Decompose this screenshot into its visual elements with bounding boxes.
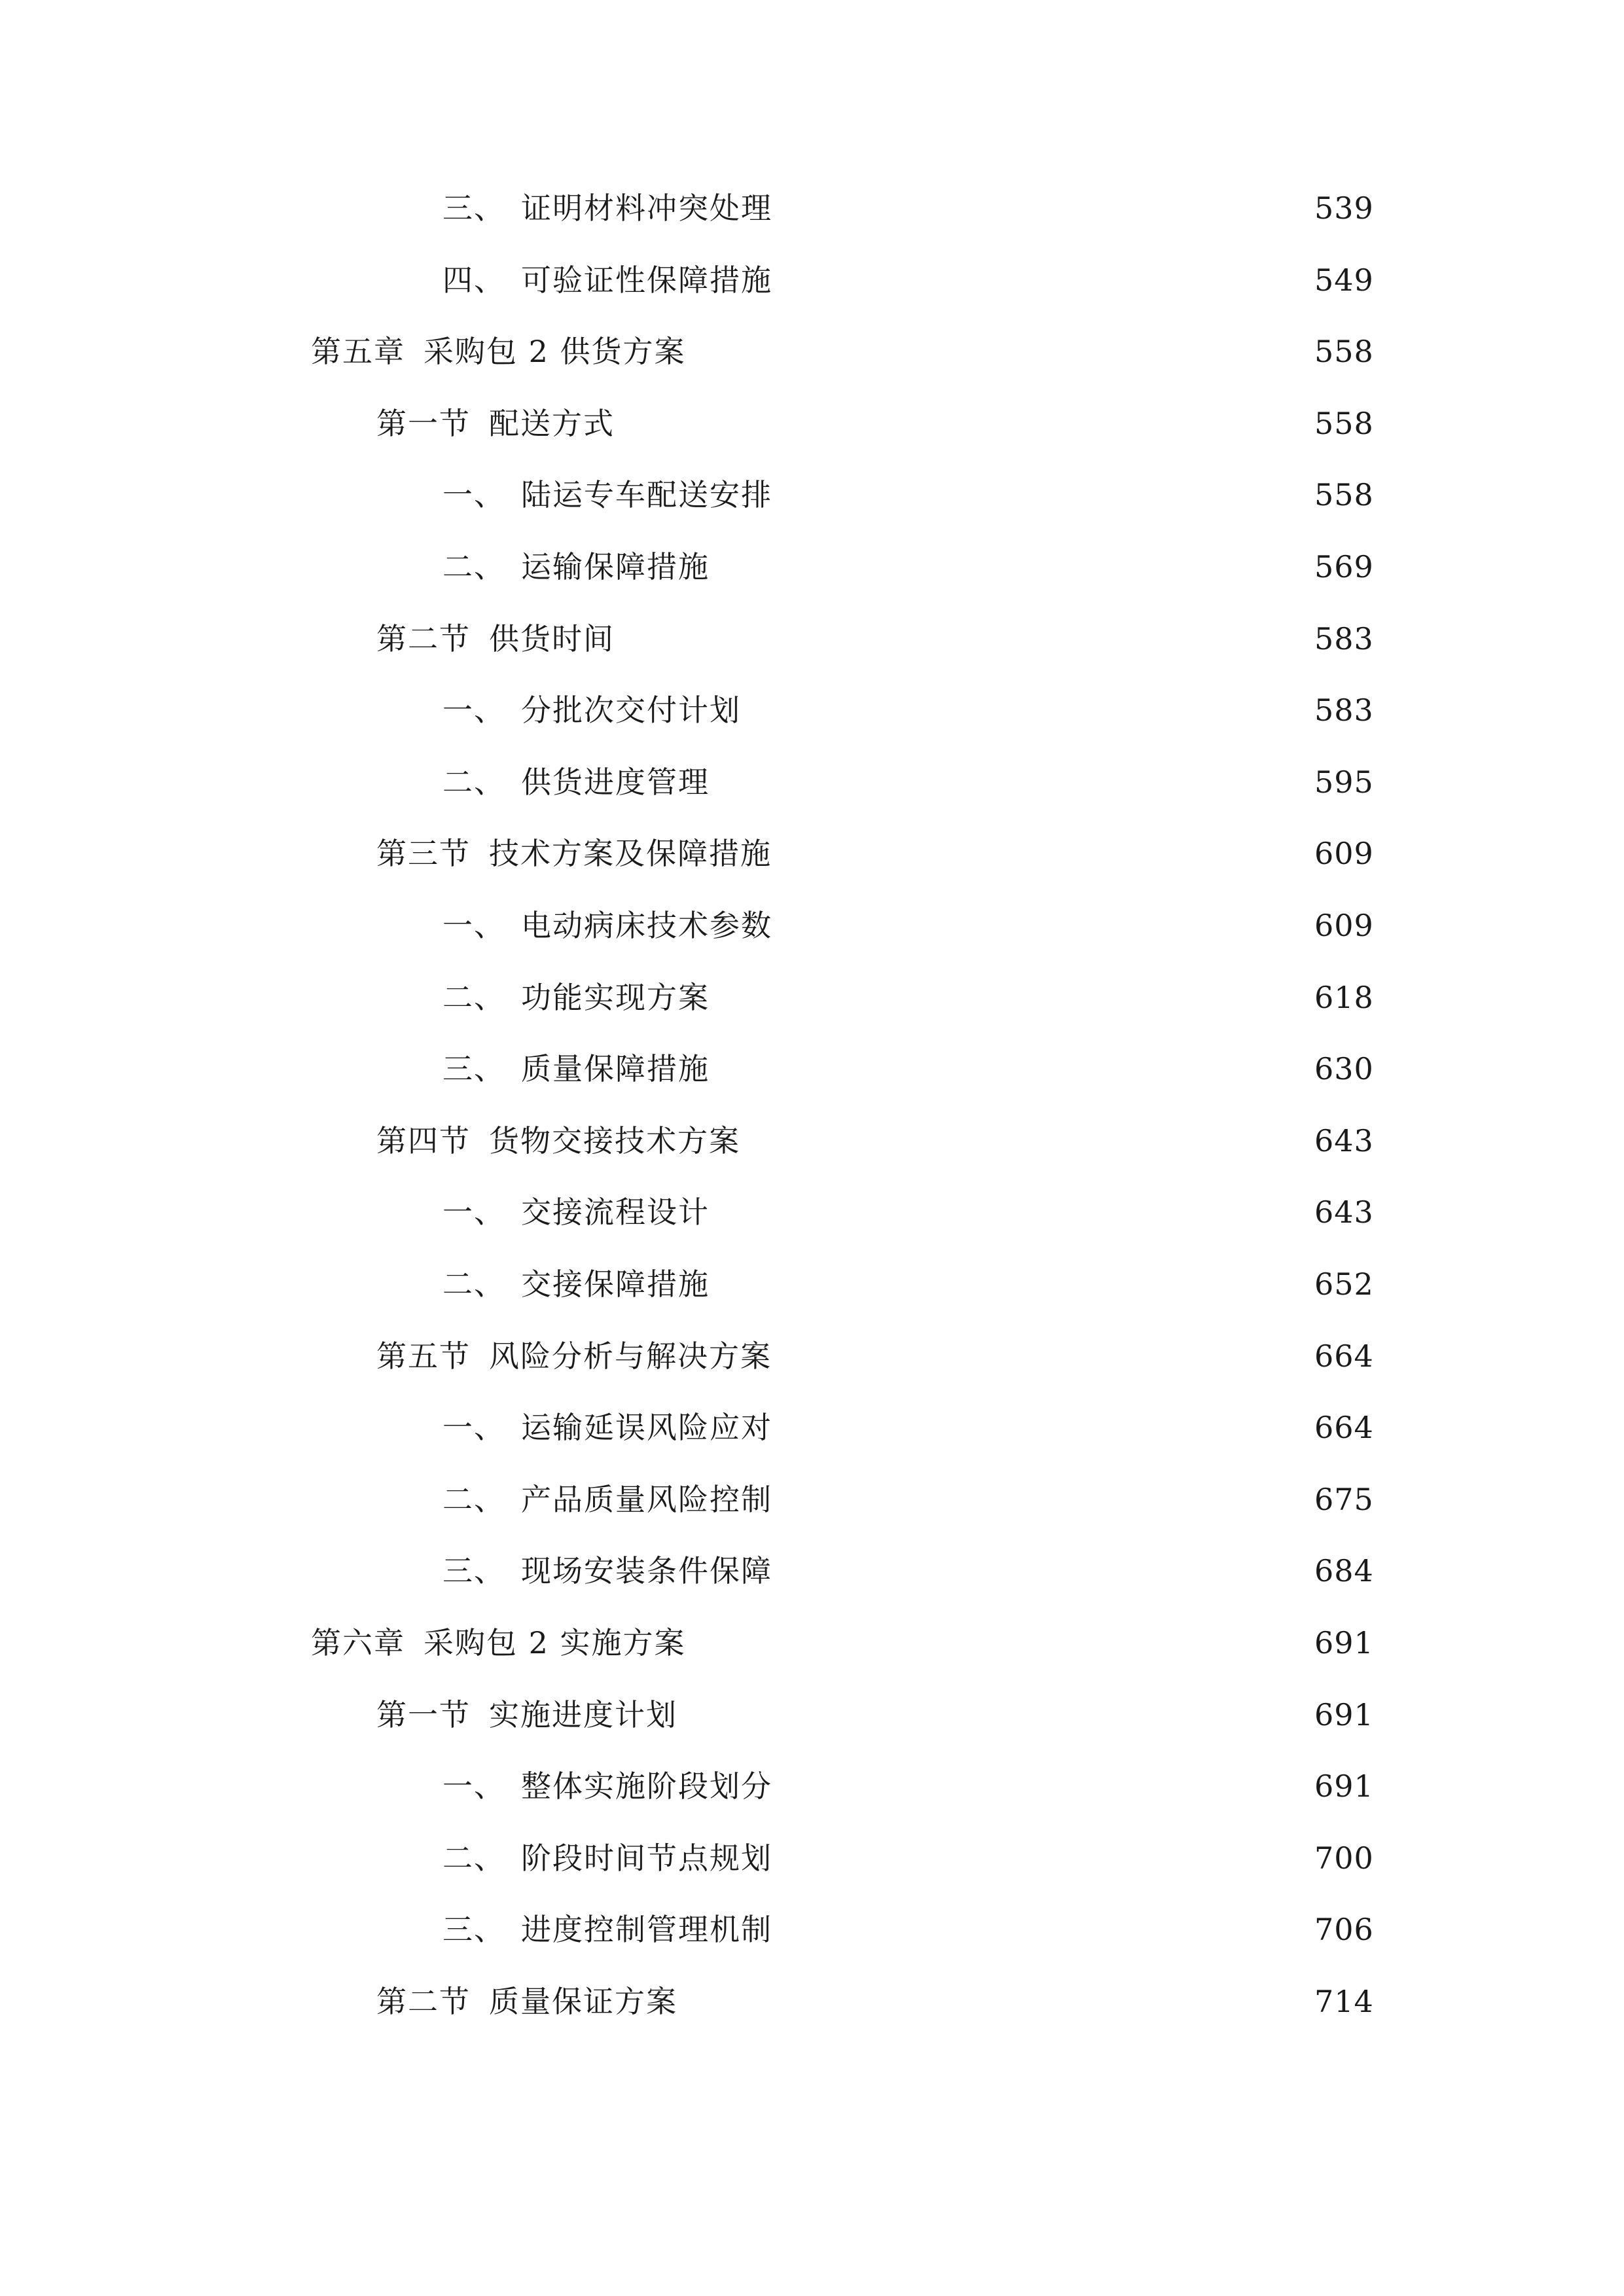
toc-entry-page-number: 609 [1314, 836, 1374, 872]
toc-entry[interactable] [0, 257, 1624, 303]
toc-entry-title: 采购包 2 实施方案 [424, 1625, 686, 1660]
toc-entry-title: 风险分析与解决方案 [489, 1338, 772, 1374]
toc-entry[interactable] [0, 759, 1624, 805]
toc-entry-page-number: 652 [1314, 1266, 1374, 1302]
toc-entry-title: 交接流程设计 [521, 1194, 710, 1230]
toc-entry-number: 一、 [442, 1194, 505, 1230]
toc-entry-title: 产品质量风险控制 [521, 1481, 772, 1517]
toc-entry-title: 配送方式 [489, 405, 615, 441]
toc-entry[interactable] [0, 401, 1624, 446]
toc-entry[interactable] [0, 903, 1624, 948]
toc-entry-number: 第一节 [376, 1696, 471, 1732]
toc-entry-page-number: 691 [1314, 1696, 1374, 1732]
dot-leader [716, 544, 1303, 590]
dot-leader [716, 759, 1303, 805]
toc-entry-number: 第二节 [376, 620, 471, 656]
dot-leader [748, 687, 1303, 733]
toc-entry[interactable] [0, 185, 1624, 231]
toc-entry-page-number: 706 [1314, 1912, 1374, 1948]
toc-entry[interactable] [0, 1548, 1624, 1594]
toc-entry-page-number: 618 [1314, 979, 1374, 1015]
dot-leader [779, 472, 1303, 518]
toc-entry-title: 供货时间 [489, 620, 615, 656]
toc-entry[interactable] [0, 616, 1624, 662]
toc-entry[interactable] [0, 472, 1624, 518]
toc-entry-title: 运输保障措施 [521, 549, 710, 584]
dot-leader [779, 903, 1303, 948]
dot-leader [684, 1979, 1303, 2024]
toc-entry-number: 二、 [442, 764, 505, 800]
dot-leader [778, 831, 1303, 876]
toc-entry-number: 一、 [442, 477, 505, 513]
dot-leader [716, 1189, 1303, 1235]
dot-leader [779, 1548, 1303, 1594]
toc-entry-title: 陆运专车配送安排 [521, 477, 772, 513]
toc-entry-number: 三、 [442, 1051, 505, 1087]
toc-entry[interactable] [0, 1692, 1624, 1738]
toc-entry-number: 一、 [442, 692, 505, 728]
toc-entry-number: 第五节 [376, 1338, 471, 1374]
toc-entry-title: 可验证性保障措施 [521, 262, 772, 298]
toc-entry-title: 采购包 2 供货方案 [424, 334, 686, 370]
toc-entry-number: 第六章 [311, 1625, 405, 1660]
toc-entry-page-number: 664 [1314, 1338, 1374, 1374]
toc-entry-page-number: 558 [1314, 405, 1374, 441]
dot-leader [779, 1835, 1303, 1881]
toc-entry-page-number: 583 [1314, 620, 1374, 656]
toc-entry-page-number: 558 [1314, 334, 1374, 370]
dot-leader [779, 1477, 1303, 1522]
toc-entry[interactable] [0, 1189, 1624, 1235]
toc-entry-page-number: 684 [1314, 1553, 1374, 1589]
toc-entry-page-number: 539 [1314, 190, 1374, 226]
dot-leader [779, 257, 1303, 303]
toc-entry-title: 供货进度管理 [521, 764, 710, 800]
dot-leader [778, 1333, 1303, 1379]
toc-entry-number: 二、 [442, 1481, 505, 1517]
dot-leader [779, 185, 1303, 231]
dot-leader [779, 1907, 1303, 1952]
toc-entry-number: 二、 [442, 1266, 505, 1302]
toc-entry[interactable] [0, 687, 1624, 733]
toc-entry-title: 进度控制管理机制 [521, 1912, 772, 1948]
toc-entry[interactable] [0, 1405, 1624, 1450]
toc-entry-number: 二、 [442, 549, 505, 584]
toc-entry-page-number: 595 [1314, 764, 1374, 800]
toc-entry-page-number: 691 [1314, 1768, 1374, 1804]
toc-entry-page-number: 583 [1314, 692, 1374, 728]
toc-entry-number: 第一节 [376, 405, 471, 441]
toc-entry-page-number: 549 [1314, 262, 1374, 298]
dot-leader [779, 1763, 1303, 1809]
dot-leader [693, 1620, 1303, 1666]
toc-entry-number: 第二节 [376, 1984, 471, 2019]
toc-entry-title: 整体实施阶段划分 [521, 1768, 772, 1804]
toc-entry[interactable] [0, 1477, 1624, 1522]
toc-entry-page-number: 609 [1314, 908, 1374, 943]
toc-entry-title: 货物交接技术方案 [489, 1122, 740, 1158]
toc-entry-number: 三、 [442, 190, 505, 226]
toc-entry-page-number: 643 [1314, 1122, 1374, 1158]
toc-entry-title: 阶段时间节点规划 [521, 1840, 772, 1876]
toc-entry[interactable] [0, 1620, 1624, 1666]
dot-leader [621, 401, 1303, 446]
toc-entry[interactable] [0, 1118, 1624, 1164]
toc-entry-title: 电动病床技术参数 [521, 908, 772, 943]
toc-entry-page-number: 643 [1314, 1194, 1374, 1230]
dot-leader [621, 616, 1303, 662]
toc-entry-page-number: 675 [1314, 1481, 1374, 1517]
toc-entry-number: 二、 [442, 979, 505, 1015]
toc-entry-title: 功能实现方案 [521, 979, 710, 1015]
toc-entry-title: 现场安装条件保障 [521, 1553, 772, 1589]
toc-entry[interactable] [0, 831, 1624, 876]
toc-entry-number: 三、 [442, 1553, 505, 1589]
toc-entry-number: 四、 [442, 262, 505, 298]
toc-entry-number: 第三节 [376, 836, 471, 872]
toc-entry-number: 一、 [442, 1768, 505, 1804]
toc-entry-page-number: 664 [1314, 1410, 1374, 1446]
toc-entry-page-number: 700 [1314, 1840, 1374, 1876]
toc-entry-number: 第四节 [376, 1122, 471, 1158]
toc-entry[interactable] [0, 1046, 1624, 1092]
toc-entry[interactable] [0, 1333, 1624, 1379]
toc-entry-number: 第五章 [311, 334, 405, 370]
toc-entry-title: 技术方案及保障措施 [489, 836, 772, 872]
toc-entry[interactable] [0, 329, 1624, 374]
toc-entry[interactable] [0, 1907, 1624, 1952]
toc-entry-page-number: 569 [1314, 549, 1374, 584]
dot-leader [684, 1692, 1303, 1738]
dot-leader [693, 329, 1303, 374]
toc-entry-title: 分批次交付计划 [521, 692, 741, 728]
toc-entry[interactable] [0, 975, 1624, 1020]
toc-entry-page-number: 558 [1314, 477, 1374, 513]
dot-leader [716, 975, 1303, 1020]
toc-entry-page-number: 630 [1314, 1051, 1374, 1087]
toc-entry-title: 质量保证方案 [489, 1984, 677, 2019]
dot-leader [716, 1046, 1303, 1092]
toc-entry[interactable] [0, 1835, 1624, 1881]
toc-entry[interactable] [0, 1763, 1624, 1809]
toc-entry-page-number: 691 [1314, 1625, 1374, 1660]
toc-entry-number: 一、 [442, 1410, 505, 1446]
toc-entry-title: 实施进度计划 [489, 1696, 677, 1732]
dot-leader [779, 1405, 1303, 1450]
toc-entry-title: 质量保障措施 [521, 1051, 710, 1087]
toc-entry[interactable] [0, 544, 1624, 590]
toc-entry-number: 一、 [442, 908, 505, 943]
toc-entry-page-number: 714 [1314, 1984, 1374, 2019]
dot-leader [716, 1261, 1303, 1307]
toc-entry[interactable] [0, 1979, 1624, 2024]
toc-entry-number: 二、 [442, 1840, 505, 1876]
toc-entry-number: 三、 [442, 1912, 505, 1948]
toc-entry[interactable] [0, 1261, 1624, 1307]
toc-entry-title: 证明材料冲突处理 [521, 190, 772, 226]
dot-leader [747, 1118, 1303, 1164]
toc-entry-title: 交接保障措施 [521, 1266, 710, 1302]
toc-entry-title: 运输延误风险应对 [521, 1410, 772, 1446]
